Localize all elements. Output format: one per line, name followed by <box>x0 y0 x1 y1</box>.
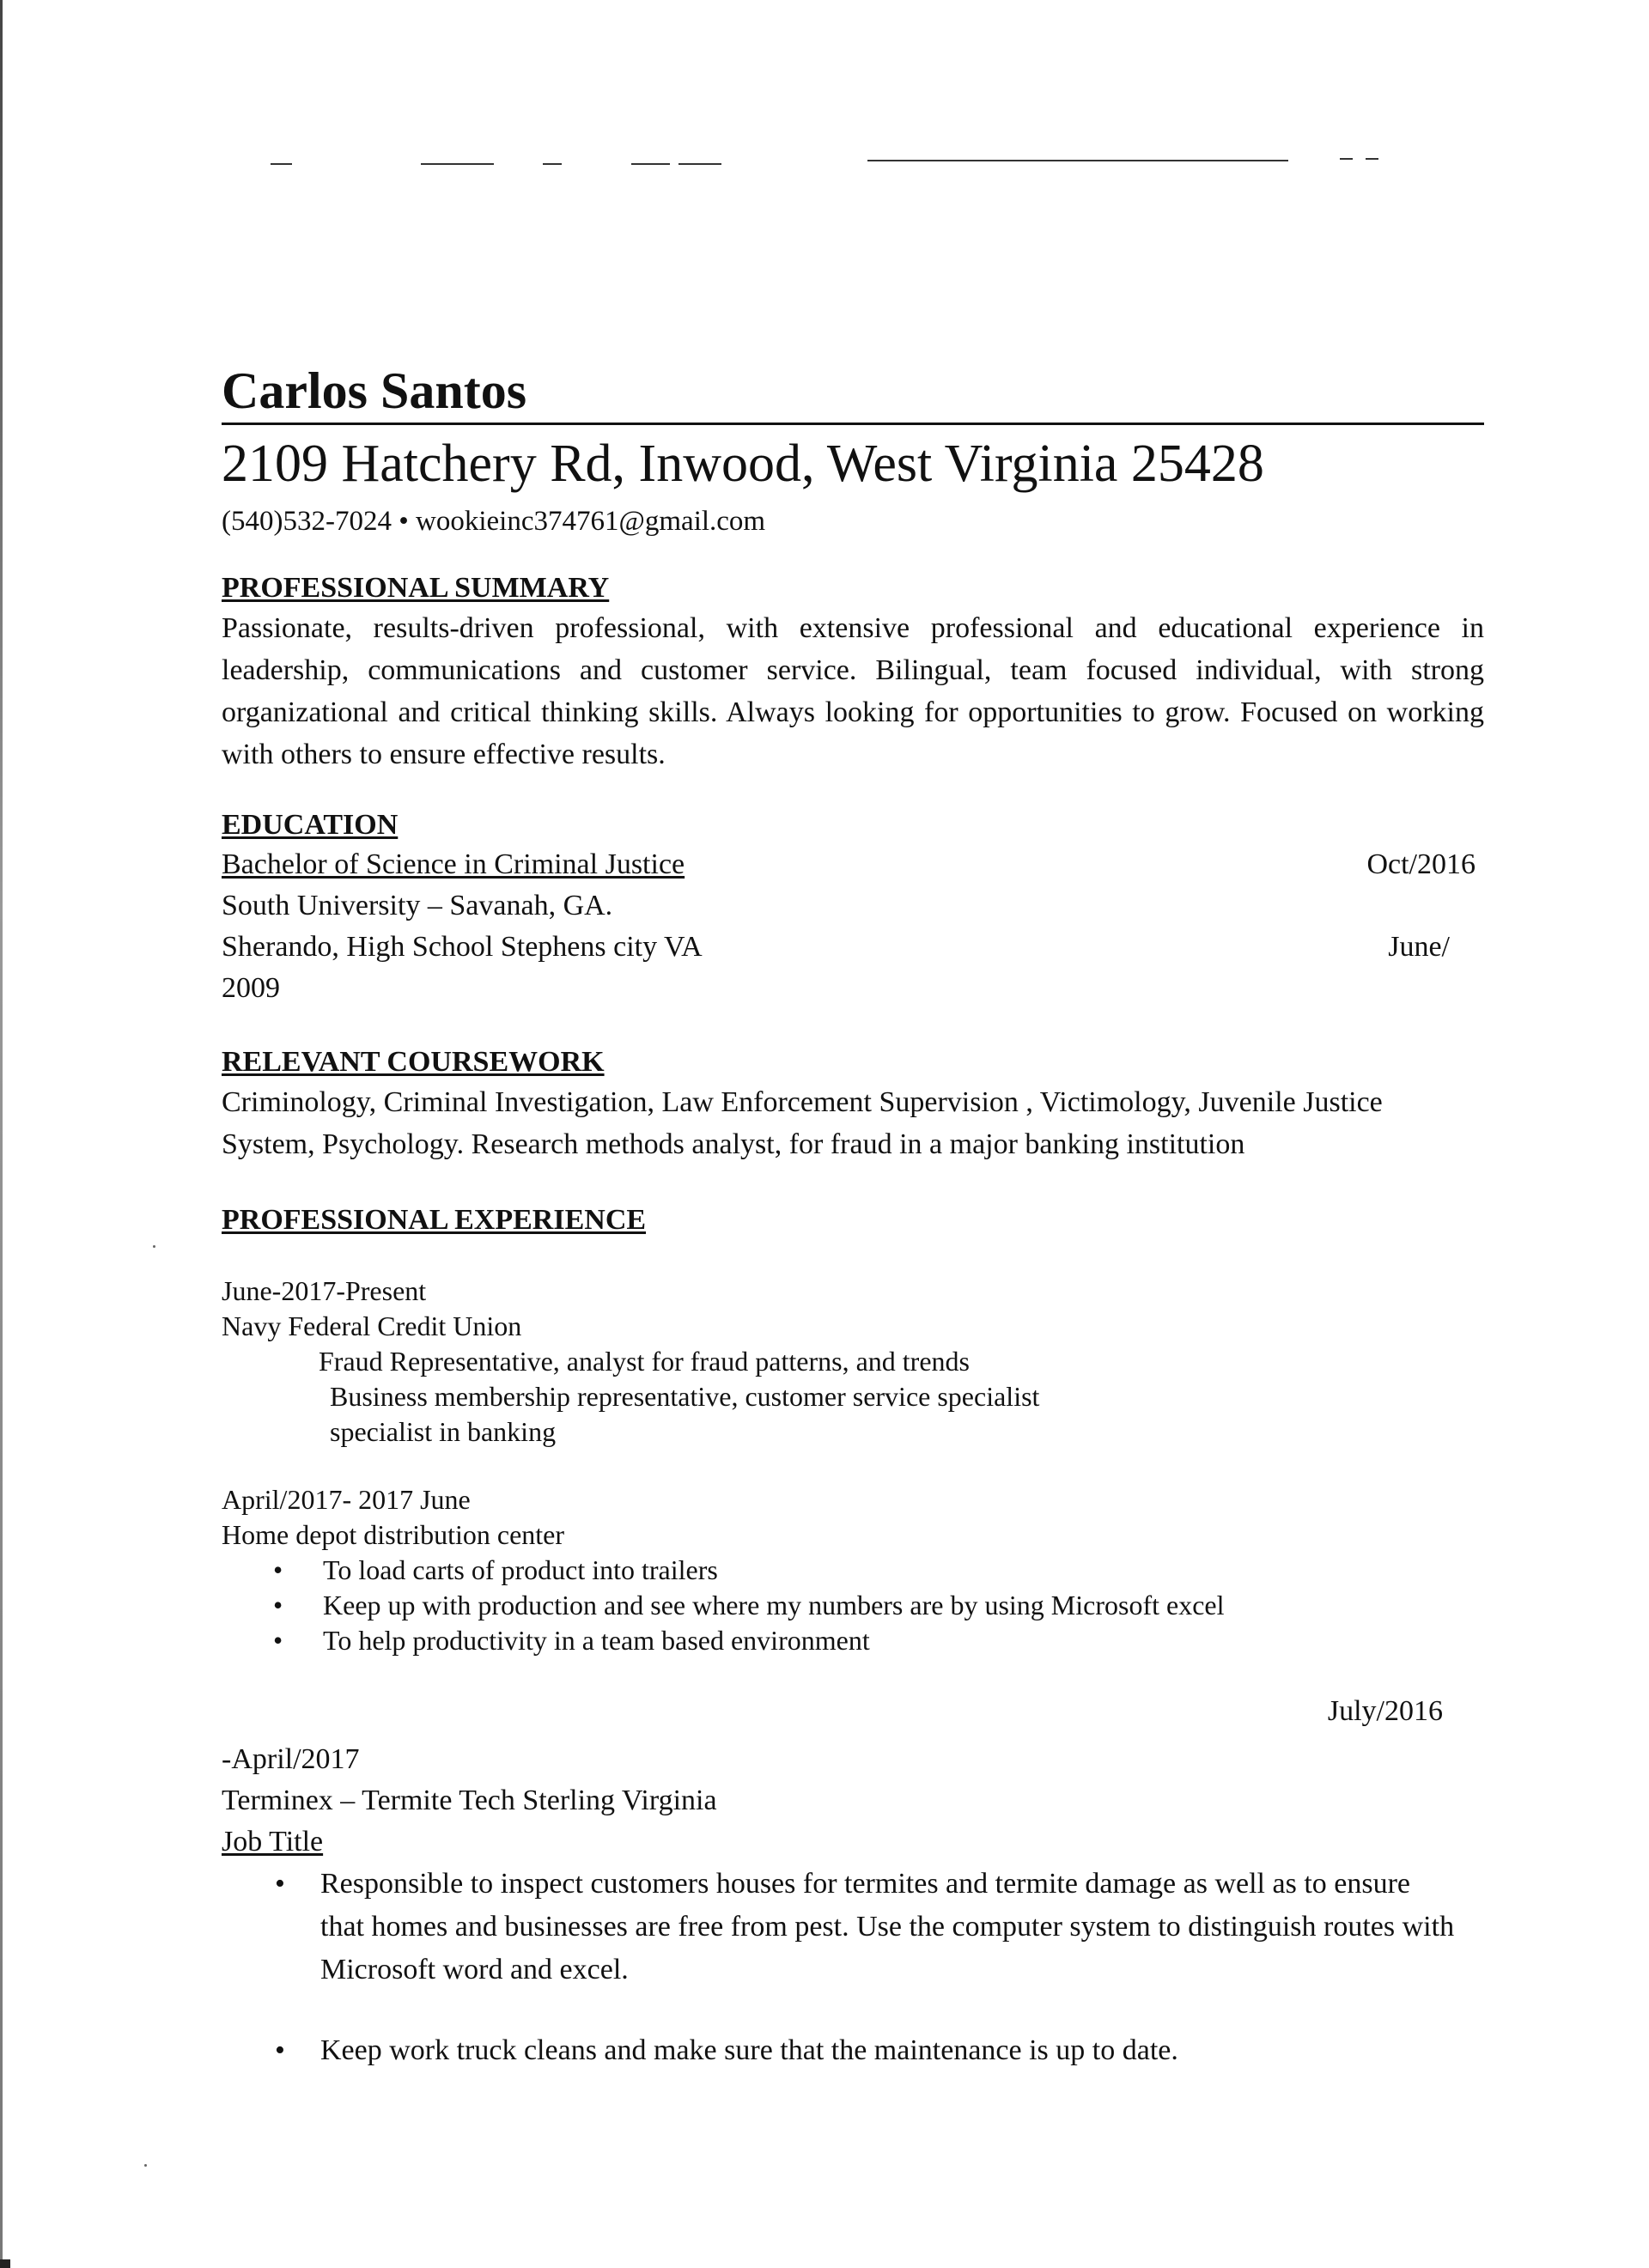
job-home-depot <box>222 1482 1484 1658</box>
resume-header <box>222 361 1484 540</box>
job-terminex <box>222 1691 1484 2072</box>
highschool-name: Sherando, High School Stephens city VA <box>222 931 703 963</box>
scan-dash <box>271 163 292 165</box>
education-heading: EDUCATION <box>222 809 399 841</box>
scan-speck <box>144 2164 147 2167</box>
scan-dash <box>543 163 562 165</box>
candidate-name: Carlos Santos <box>222 361 1484 425</box>
experience-heading: PROFESSIONAL EXPERIENCE <box>222 1204 647 1236</box>
job-employer: Home depot distribution center <box>222 1519 565 1550</box>
experience-section <box>222 1201 1484 2072</box>
coursework-text: Criminology, Criminal Investigation, Law Enforcement Supervision , Victimology, Juvenile Justice System, Psychology. Research methods analyst, for fraud in a major banking institution <box>222 1086 1383 1160</box>
scan-dash <box>1366 158 1378 160</box>
job-dates: -April/2017 <box>222 1743 360 1775</box>
scan-edge <box>0 0 3 2268</box>
job-navy-federal <box>222 1274 1484 1450</box>
list-item: • Responsible to inspect customers houses for termites and termite damage as well as to ensure that homes and businesses are free from pest. Use the computer system to distinguish routes with Microsoft word and excel. <box>222 1863 1484 1991</box>
scan-dash <box>1340 158 1353 160</box>
job-duty: Business membership representative, customer service specialist <box>330 1381 1040 1412</box>
job-title: Job Title <box>222 1826 324 1858</box>
coursework-section <box>222 1043 1484 1165</box>
candidate-address: 2109 Hatchery Rd, Inwood, West Virginia 25428 <box>222 435 1264 493</box>
list-item: • To help productivity in a team based environment <box>222 1623 1484 1658</box>
job-employer: Terminex – Termite Tech Sterling Virginia <box>222 1785 717 1816</box>
degree-date: Oct/2016 <box>1366 848 1476 880</box>
list-item: • Keep up with production and see where my numbers are by using Microsoft excel <box>222 1588 1484 1623</box>
job-employer: Navy Federal Credit Union <box>222 1310 522 1341</box>
job-duty: specialist in banking <box>330 1416 557 1447</box>
highschool-row <box>222 927 1484 968</box>
highschool-date: June/ <box>1388 931 1450 963</box>
summary-text: Passionate, results-driven professional, with extensive professional and educational experience in leadership, communications and customer service. Bilingual, team focused individual, with strong organizational and critical thinking skills. Always looking for opportunities to grow. Focused on working with others to ensure effective results. <box>222 612 1484 770</box>
resume-page <box>222 361 1484 2072</box>
job-date-right: July/2016 <box>1327 1695 1443 1727</box>
degree-name: Bachelor of Science in Criminal Justice <box>222 848 685 880</box>
scan-speck <box>153 1245 155 1248</box>
scan-dash <box>631 163 670 165</box>
scan-dash <box>867 160 1288 161</box>
job-duty: Fraud Representative, analyst for fraud patterns, and trends <box>319 1346 970 1377</box>
job-dates: April/2017- 2017 June <box>222 1484 471 1515</box>
school-name: South University – Savanah, GA. <box>222 890 613 921</box>
candidate-contact: (540)532-7024 • wookieinc374761@gmail.com <box>222 506 766 537</box>
scan-corner <box>0 2259 10 2268</box>
education-section <box>222 806 1484 1009</box>
coursework-heading: RELEVANT COURSEWORK <box>222 1046 605 1078</box>
summary-heading: PROFESSIONAL SUMMARY <box>222 572 610 604</box>
job-dates: June-2017-Present <box>222 1275 427 1306</box>
list-item: • Keep work truck cleans and make sure that the maintenance is up to date. <box>222 2029 1484 2072</box>
scan-dash <box>421 163 494 165</box>
list-item: • To load carts of product into trailers <box>222 1553 1484 1588</box>
scan-dash <box>678 163 721 165</box>
highschool-year: 2009 <box>222 972 280 1004</box>
job-bullets <box>222 1863 1484 2072</box>
degree-row <box>222 844 1484 885</box>
job-bullets <box>222 1553 1484 1658</box>
summary-section <box>222 569 1484 775</box>
